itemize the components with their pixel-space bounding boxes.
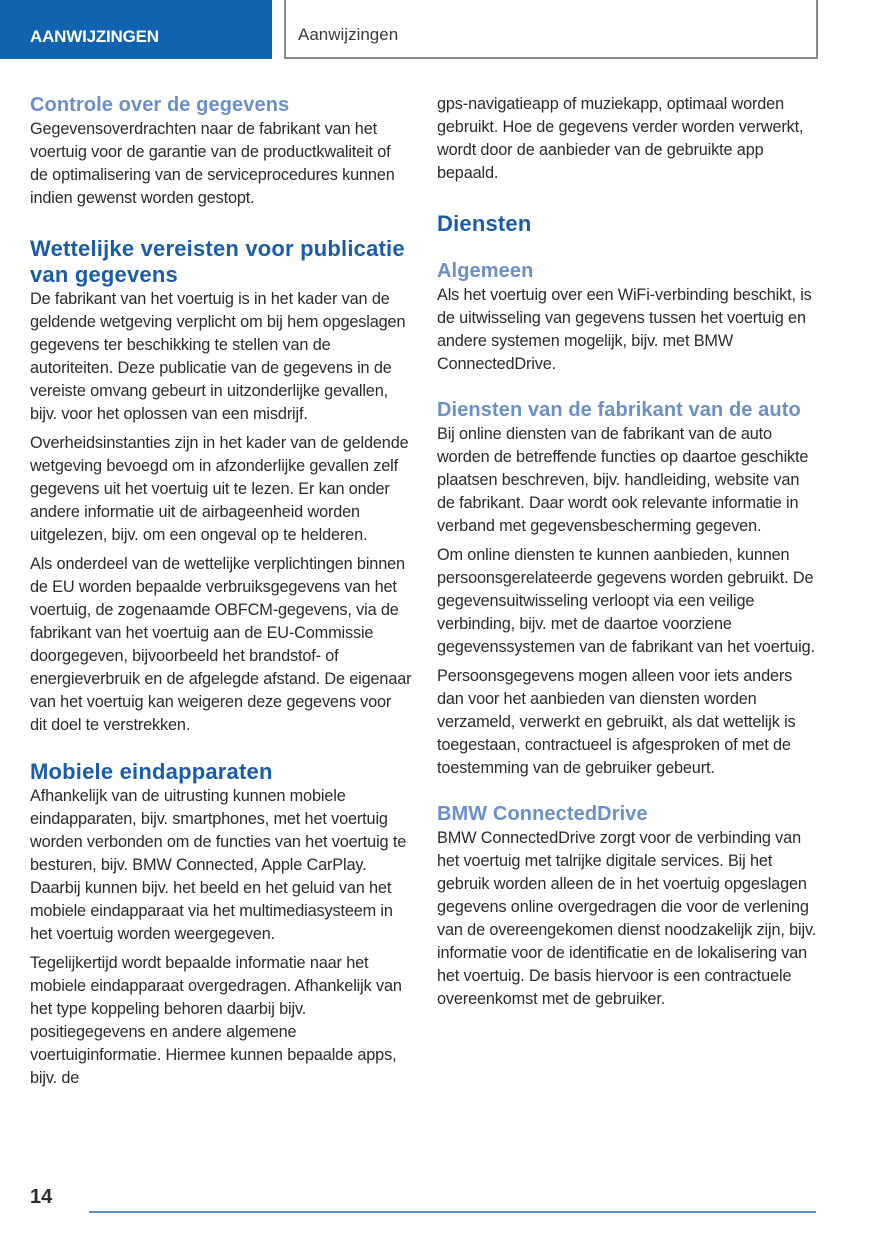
heading-bmw-connecteddrive: BMW ConnectedDrive bbox=[437, 803, 648, 825]
paragraph: Als het voertuig over een WiFi-verbinding beschikt, is de uitwisseling van gegevens tussen het voertuig en andere systemen mogelijk, bijv. met BMW ConnectedDrive. bbox=[437, 286, 812, 373]
paragraph: Persoonsgegevens mogen alleen voor iets anders dan voor het aanbieden van diensten worden verzameld, verwerkt en gebruikt, als dat wettelijk is toegestaan, contractueel is afgesproken of met de toestemming van de gebruiker gebeurt. bbox=[437, 667, 796, 777]
left-column bbox=[30, 93, 412, 1096]
heading-mobiele-eindapparaten: Mobiele eindapparaten bbox=[30, 759, 273, 784]
paragraph-continuation: gps-navigatieapp of muziekapp, optimaal worden gebruikt. Hoe de gegevens verder worden verwerkt, wordt door de aanbieder van de gebruikte app bepaald. bbox=[437, 95, 804, 182]
paragraph: Om online diensten te kunnen aanbieden, kunnen persoonsgerelateerde gegevens worden gebruikt. De gegevensuitwisseling verloopt via een veilige verbinding, bijv. met de daartoe voorziene gegevenssystemen van de fabrikant van het voertuig. bbox=[437, 546, 815, 656]
heading-diensten: Diensten bbox=[437, 211, 532, 236]
page-number: 14 bbox=[30, 1186, 53, 1208]
heading-wettelijke-vereisten: Wettelijke vereisten voor publicatie van gegevens bbox=[30, 236, 405, 287]
heading-algemeen: Algemeen bbox=[437, 260, 534, 282]
footer-rule bbox=[89, 1211, 816, 1213]
right-column bbox=[437, 93, 819, 1017]
paragraph: BMW ConnectedDrive zorgt voor de verbinding van het voertuig met talrijke digitale services. Bij het gebruik worden alleen de in het voertuig opgeslagen gegevens online overgedragen die voor de verlening van de overeengekomen dienst noodzakelijk zijn, bijv. informatie voor de identificatie en de lokalisering van het voertuig. De basis hiervoor is een contractuele overeenkomst met de gebruiker. bbox=[437, 829, 817, 1008]
section-title-box bbox=[284, 0, 818, 59]
heading-diensten-fabrikant: Diensten van de fabrikant van de auto bbox=[437, 399, 801, 421]
paragraph: De fabrikant van het voertuig is in het kader van de geldende wetgeving verplicht om bij hem opgeslagen gegevens ter beschikking te stellen van de autoriteiten. Deze publicatie van de gegevens in de vereiste omvang gebeurt in uitzonderlijke gevallen, bijv. voor het oplossen van een misdrijf. bbox=[30, 290, 406, 423]
chapter-tab-label: AANWIJZINGEN bbox=[30, 27, 159, 46]
heading-controle: Controle over de gegevens bbox=[30, 94, 290, 116]
paragraph: Gegevensoverdrachten naar de fabrikant van het voertuig voor de garantie van de productkwaliteit of de optimalisering van de serviceprocedures kunnen indien gewenst worden gestopt. bbox=[30, 120, 395, 207]
paragraph: Tegelijkertijd wordt bepaalde informatie naar het mobiele eindapparaat overgedragen. Afhankelijk van het type koppeling behoren daarbij bijv. positiegegevens en andere algemene voertuiginformatie. Hiermee kunnen bepaalde apps, bijv. de bbox=[30, 954, 402, 1087]
chapter-tab bbox=[0, 0, 272, 59]
paragraph: Als onderdeel van de wettelijke verplichtingen binnen de EU worden bepaalde verbruiksgegevens van het voertuig, de zogenaamde OBFCM-gegevens, via de fabrikant van het voertuig aan de EU-Commissie doorgegeven, bijvoorbeeld het brandstof- of energieverbruik en de afgelegde afstand. De eigenaar van het voertuig kan weigeren deze gegevens voor dit doel te verstrekken. bbox=[30, 555, 412, 734]
paragraph: Overheidsinstanties zijn in het kader van de geldende wetgeving bevoegd om in afzonderlijke gevallen zelf gegevens uit het voertuig uit te lezen. Er kan onder andere informatie uit de airbageenheid worden uitgelezen, bijv. om een ongeval op te helderen. bbox=[30, 434, 409, 544]
section-title: Aanwijzingen bbox=[298, 25, 399, 44]
paragraph: Afhankelijk van de uitrusting kunnen mobiele eindapparaten, bijv. smartphones, met het voertuig worden verbonden om de functies van het voertuig te besturen, bijv. BMW Connected, Apple CarPlay. Daarbij kunnen bijv. het beeld en het geluid van het mobiele eindapparaat via het multimediasysteem in het voertuig worden weergegeven. bbox=[30, 787, 407, 943]
paragraph: Bij online diensten van de fabrikant van de auto worden de betreffende functies op daartoe geschikte plaatsen beschreven, bijv. handleiding, website van de fabrikant. Daar wordt ook relevante informatie in verband met gegevensbescherming gegeven. bbox=[437, 425, 809, 535]
